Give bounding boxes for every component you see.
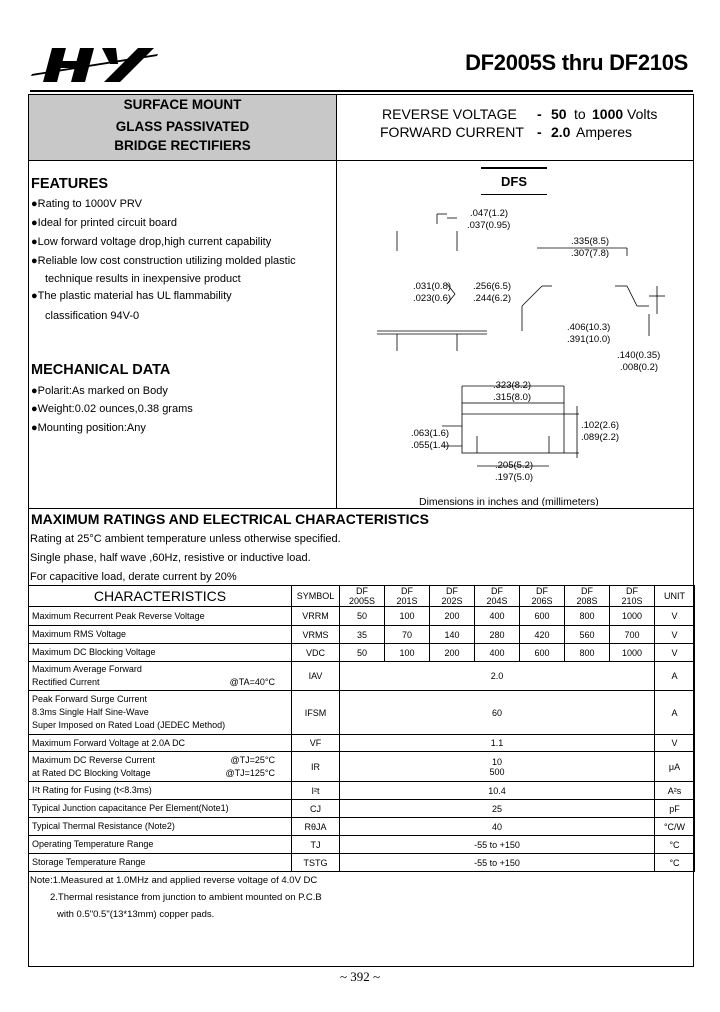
mechanical-item: ●Polarit:As marked on Body [31, 385, 168, 397]
rating-condition: Rating at 25°C ambient temperature unless otherwise specified. [30, 533, 341, 545]
header-part: DF 206S [520, 586, 565, 607]
package-name: DFS [481, 167, 547, 195]
hy-logo [30, 44, 160, 86]
feature-item: ●Low forward voltage drop,high current capability [31, 236, 272, 248]
dim-label: .205(5.2) [495, 460, 534, 471]
table-header-row [29, 586, 695, 607]
forward-current-label: FORWARD CURRENT [380, 124, 524, 140]
product-line-3: BRIDGE RECTIFIERS [114, 138, 251, 153]
reverse-voltage-min: 50 [551, 106, 567, 122]
reverse-voltage-dash: - [537, 106, 542, 122]
table-row: Operating Temperature Range TJ -55 to +150 °C [29, 836, 695, 854]
table-row: Maximum Recurrent Peak Reverse Voltage VRRM 50 100 200 400 600 800 1000 V [29, 607, 695, 626]
product-line-2: GLASS PASSIVATED [115, 119, 250, 134]
dim-label: .031(0.8) [413, 281, 452, 292]
table-row: Storage Temperature Range TSTG -55 to +150 °C [29, 854, 695, 872]
dim-label: .307(7.8) [571, 248, 610, 259]
forward-current-value: 2.0 [551, 124, 571, 140]
feature-item: ●Ideal for printed circuit board [31, 217, 178, 229]
header-characteristics: CHARACTERISTICS [29, 586, 292, 607]
document-title: DF2005S thru DF210S [465, 50, 688, 75]
mechanical-item: ●Weight:0.02 ounces,0.38 grams [31, 403, 193, 415]
feature-item: ●Reliable low cost construction utilizing molded plastic [31, 255, 296, 267]
row-divider [28, 160, 694, 161]
table-row: I²t Rating for Fusing (t<8.3ms) I²t 10.4 A²s [29, 782, 695, 800]
product-line-1: SURFACE MOUNT [123, 97, 242, 112]
table-row: Peak Forward Surge Current 8.3ms Single Half Sine-Wave Super Imposed on Rated Load (JEDEC Method) IFSM 60 A [29, 691, 695, 735]
dim-label: .008(0.2) [620, 362, 659, 373]
header-part: DF 204S [475, 586, 520, 607]
dim-label: .047(1.2) [470, 208, 509, 219]
table-row: Maximum DC Blocking Voltage VDC 50 100 200 400 600 800 1000 V [29, 644, 695, 662]
dim-label: .055(1.4) [411, 440, 450, 451]
dim-label: .037(0.95) [467, 220, 511, 231]
table-row: Maximum RMS Voltage VRMS 35 70 140 280 420 560 700 V [29, 626, 695, 644]
dim-label: .406(10.3) [567, 322, 611, 333]
reverse-voltage-label: REVERSE VOLTAGE [382, 106, 517, 122]
table-row: Maximum Forward Voltage at 2.0A DC VF 1.1 V [29, 735, 695, 752]
dim-label: .256(6.5) [473, 281, 512, 292]
product-title-box [29, 95, 336, 160]
dim-label: .335(8.5) [571, 236, 610, 247]
feature-item: technique results in inexpensive product [45, 273, 241, 285]
dim-label: .197(5.0) [495, 472, 534, 483]
table-row: Typical Junction capacitance Per Element(Note1) CJ 25 pF [29, 800, 695, 818]
reverse-voltage-to: to [574, 106, 586, 122]
dim-label: .140(0.35) [617, 350, 661, 361]
dim-label: .102(2.6) [581, 420, 620, 431]
header-part: DF 208S [565, 586, 610, 607]
header-part: DF 2005S [340, 586, 385, 607]
dim-label: .315(8.0) [493, 392, 532, 403]
dim-label: .063(1.6) [411, 428, 450, 439]
mechanical-heading: MECHANICAL DATA [31, 362, 171, 378]
header-part: DF 210S [610, 586, 655, 607]
feature-item: ●The plastic material has UL flammability [31, 290, 232, 302]
header-rule [30, 90, 693, 92]
dimensions-caption: Dimensions in inches and (millimeters) [419, 496, 599, 506]
table-row: Maximum DC Reverse Current @TJ=25°C at Rated DC Blocking Voltage @TJ=125°C IR 10 500 μA [29, 752, 695, 782]
note-2-cont: with 0.5"0.5"(13*13mm) copper pads. [57, 909, 215, 920]
table-row: Typical Thermal Resistance (Note2) RθJA 40 °C/W [29, 818, 695, 836]
header-symbol: SYMBOL [292, 586, 340, 607]
package-dimension-drawing [337, 196, 693, 506]
features-heading: FEATURES [31, 176, 109, 192]
forward-current-unit: Amperes [576, 124, 633, 140]
feature-item: classification 94V-0 [45, 310, 140, 322]
header-part: DF 201S [385, 586, 430, 607]
page-number: ~ 392 ~ [339, 969, 381, 984]
dim-label: .391(10.0) [567, 334, 611, 345]
header-unit: UNIT [655, 586, 695, 607]
note-2: 2.Thermal resistance from junction to ambient mounted on P.C.B [50, 892, 322, 903]
dim-label: .323(8.2) [493, 380, 532, 391]
rating-condition: Single phase, half wave ,60Hz, resistive or inductive load. [30, 552, 311, 564]
dim-label: .244(6.2) [473, 293, 512, 304]
header-part: DF 202S [430, 586, 475, 607]
max-ratings-heading: MAXIMUM RATINGS AND ELECTRICAL CHARACTERISTICS [31, 511, 429, 527]
reverse-voltage-max: 1000 [592, 106, 624, 122]
table-row: Maximum Average Forward Rectified Current @TA=40°C IAV 2.0 A [29, 662, 695, 691]
characteristics-table [28, 585, 695, 872]
section-divider [28, 508, 694, 509]
note-1: Note:1.Measured at 1.0MHz and applied reverse voltage of 4.0V DC [30, 875, 318, 886]
forward-current-dash: - [537, 124, 542, 140]
rating-condition: For capacitive load, derate current by 20% [30, 571, 237, 583]
dim-label: .023(0.6) [413, 293, 452, 304]
mechanical-item: ●Mounting position:Any [31, 422, 146, 434]
reverse-voltage-unit: Volts [627, 106, 658, 122]
feature-item: ●Rating to 1000V PRV [31, 198, 143, 210]
dim-label: .089(2.2) [581, 432, 620, 443]
